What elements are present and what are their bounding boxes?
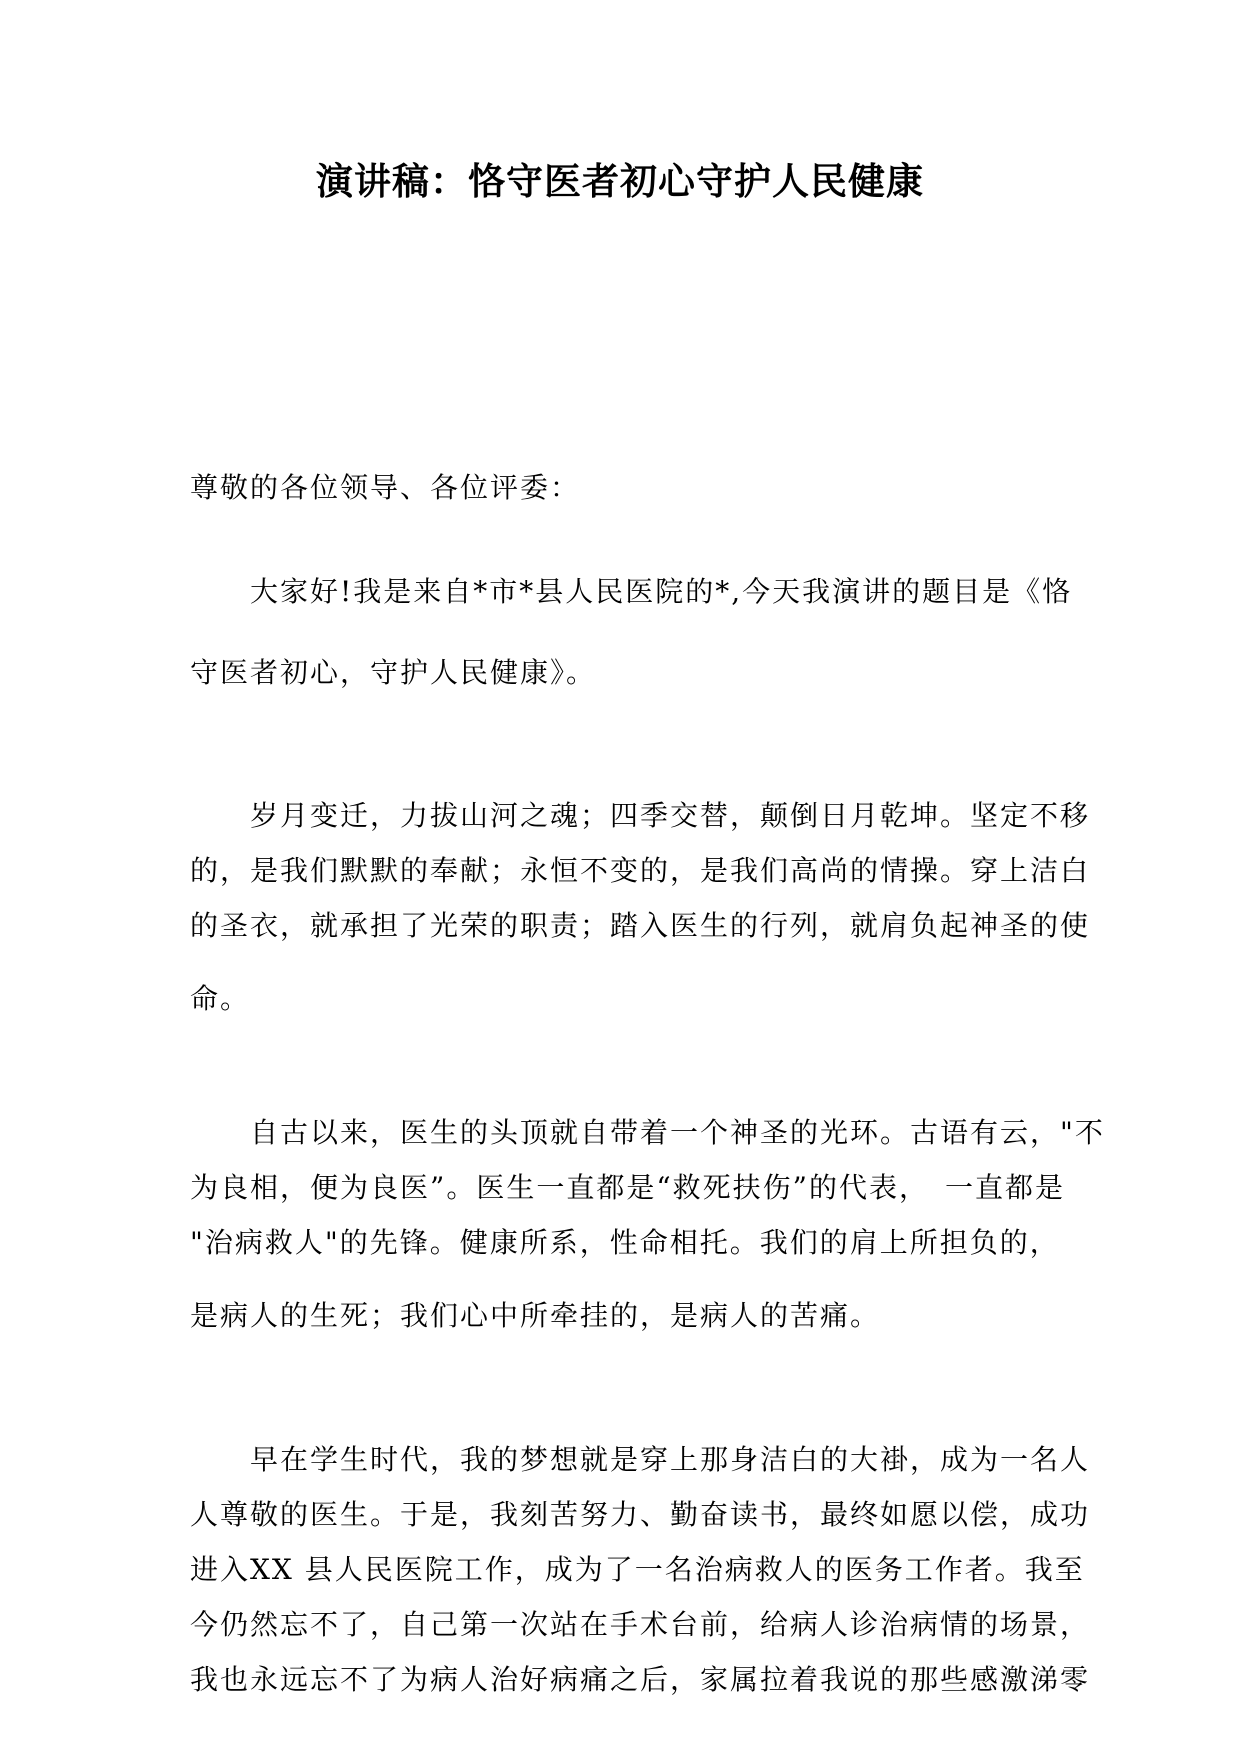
paragraph-dream <box>190 1432 1091 1707</box>
paragraph-line: 守医者初心，守护人民健康》。 <box>190 656 597 689</box>
paragraph-ancient <box>190 1105 1105 1343</box>
paragraph-line: 的圣衣，就承担了光荣的职责；踏入医生的行列，就肩负起神圣的使 <box>190 909 1091 942</box>
paragraph-line: 大家好!我是来自*市*县人民医院的*,今天我演讲的题目是《恪 <box>250 575 1073 608</box>
paragraph-line: 命。 <box>190 982 251 1015</box>
document-title: 演讲稿：恪守医者初心守护人民健康 <box>316 160 924 203</box>
paragraph-line: 进入XX 县人民医院工作，成为了一名治病救人的医务工作者。我至 <box>190 1553 1085 1586</box>
paragraph-line: 是病人的生死；我们心中所牵挂的，是病人的苦痛。 <box>190 1299 881 1332</box>
paragraph-line: 人尊敬的医生。于是，我刻苦努力、勤奋读书，最终如愿以偿，成功 <box>190 1498 1091 1531</box>
paragraph-line: 早在学生时代，我的梦想就是穿上那身洁白的大褂，成为一名人 <box>250 1443 1091 1476</box>
paragraph-line: 的，是我们默默的奉献；永恒不变的，是我们高尚的情操。穿上洁白 <box>190 854 1091 887</box>
salutation-line: 尊敬的各位领导、各位评委： <box>190 471 581 504</box>
salutation <box>190 460 1070 515</box>
paragraph-intro <box>190 564 1073 700</box>
paragraph-years <box>190 788 1091 1026</box>
paragraph-line: 为良相，便为良医”。医生一直都是“救死扶伤”的代表， 一直都是 <box>190 1171 1065 1204</box>
paragraph-line: 岁月变迁，力拔山河之魂；四季交替，颠倒日月乾坤。坚定不移 <box>250 799 1091 832</box>
paragraph-line: 自古以来，医生的头顶就自带着一个神圣的光环。古语有云，"不 <box>250 1116 1105 1149</box>
paragraph-line: 我也永远忘不了为病人治好病痛之后，家属拉着我说的那些感激涕零 <box>190 1663 1091 1696</box>
paragraph-line: "治病救人"的先锋。健康所系，性命相托。我们的肩上所担负的， <box>190 1226 1060 1259</box>
paragraph-line: 今仍然忘不了，自己第一次站在手术台前，给病人诊治病情的场景， <box>190 1608 1091 1641</box>
